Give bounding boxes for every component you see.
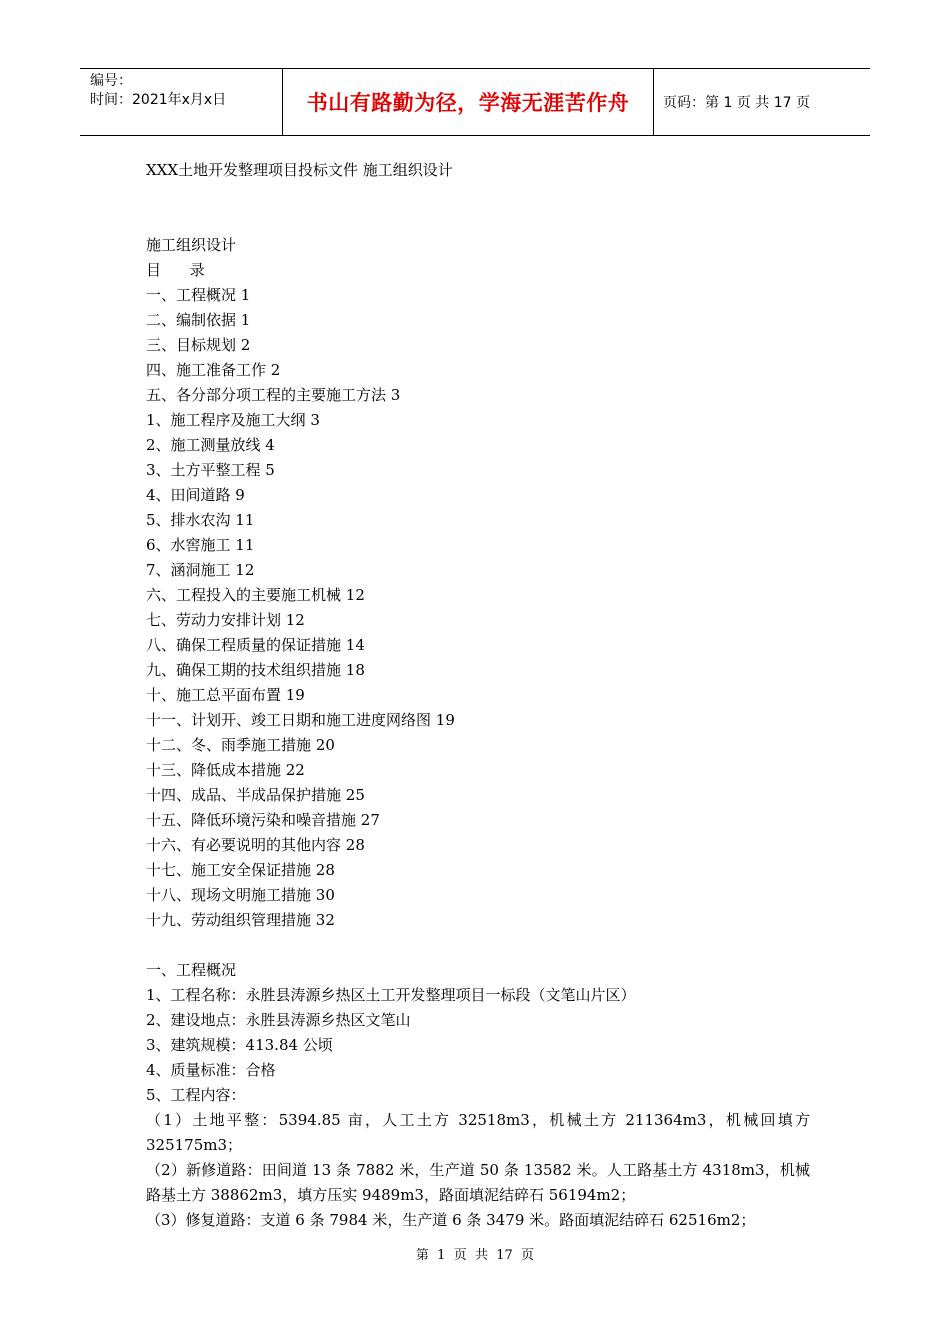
blank-line xyxy=(146,208,810,233)
section-item: 1、工程名称：永胜县涛源乡热区土工开发整理项目一标段（文笔山片区） xyxy=(146,986,636,1004)
toc-item: 1、施工程序及施工大纲 3 xyxy=(146,411,320,429)
header-page-code-cell xyxy=(654,69,870,135)
toc-item: 十五、降低环境污染和噪音措施 27 xyxy=(146,811,380,829)
toc-item: 六、工程投入的主要施工机械 12 xyxy=(146,586,365,604)
section-paragraph: （1）土地平整：5394.85 亩，人工土方 32518m3，机械土方 211364m3，机械回填方 325175m3； xyxy=(146,1111,810,1154)
header-motto-cell xyxy=(282,69,654,135)
toc-item: 五、各分部分项工程的主要施工方法 3 xyxy=(146,386,401,404)
toc-item: 5、排水农沟 11 xyxy=(146,511,255,529)
header-motto: 书山有路勤为径，学海无涯苦作舟 xyxy=(306,91,630,115)
toc-item: 十二、冬、雨季施工措施 20 xyxy=(146,736,335,754)
toc-item: 七、劳动力安排计划 12 xyxy=(146,611,305,629)
toc-item: 一、工程概况 1 xyxy=(146,286,251,304)
section-item: 4、质量标准：合格 xyxy=(146,1061,276,1079)
header-page-code: 页码：第 1 页 共 17 页 xyxy=(663,95,810,111)
toc-item: 十三、降低成本措施 22 xyxy=(146,761,305,779)
page-header xyxy=(80,68,870,136)
blank-line xyxy=(146,183,810,208)
section-heading: 一、工程概况 xyxy=(146,961,237,979)
table-of-contents xyxy=(146,283,810,933)
toc-item: 7、涵洞施工 12 xyxy=(146,561,255,579)
toc-item: 十、施工总平面布置 19 xyxy=(146,686,305,704)
section-paragraph: （3）修复道路：支道 6 条 7984 米，生产道 6 条 3479 米。路面填泥结碎石 62516m2； xyxy=(146,1211,756,1229)
document-title: XXX土地开发整理项目投标文件 施工组织设计 xyxy=(146,161,453,179)
blank-line xyxy=(146,933,810,958)
toc-item: 八、确保工程质量的保证措施 14 xyxy=(146,636,365,654)
section-item: 2、建设地点：永胜县涛源乡热区文笔山 xyxy=(146,1011,411,1029)
toc-heading: 施工组织设计 xyxy=(146,236,237,254)
toc-item: 3、土方平整工程 5 xyxy=(146,461,275,479)
toc-item: 三、目标规划 2 xyxy=(146,336,251,354)
toc-item: 4、田间道路 9 xyxy=(146,486,245,504)
header-meta xyxy=(80,69,282,135)
toc-item: 十九、劳动组织管理措施 32 xyxy=(146,911,335,929)
page-footer: 第 1 页 共 17 页 xyxy=(415,1248,535,1263)
document-body xyxy=(146,158,810,1233)
toc-item: 十四、成品、半成品保护措施 25 xyxy=(146,786,365,804)
toc-item: 四、施工准备工作 2 xyxy=(146,361,281,379)
section-item: 3、建筑规模：413.84 公顷 xyxy=(146,1036,333,1054)
toc-item: 十六、有必要说明的其他内容 28 xyxy=(146,836,365,854)
section-paragraph: （2）新修道路：田间道 13 条 7882 米，生产道 50 条 13582 米。人工路基土方 4318m3，机械路基土方 38862m3，填方压实 9489m3，路面填泥结碎石 56194m2； xyxy=(146,1161,810,1204)
section-item: 5、工程内容： xyxy=(146,1086,246,1104)
toc-item: 十七、施工安全保证措施 28 xyxy=(146,861,335,879)
toc-item: 二、编制依据 1 xyxy=(146,311,251,329)
toc-item: 2、施工测量放线 4 xyxy=(146,436,275,454)
toc-item: 十一、计划开、竣工日期和施工进度网络图 19 xyxy=(146,711,455,729)
time-label: 时间：2021年x月x日 xyxy=(90,92,227,108)
toc-item: 6、水窖施工 11 xyxy=(146,536,255,554)
toc-item: 十八、现场文明施工措施 30 xyxy=(146,886,335,904)
toc-label: 目 录 xyxy=(146,261,205,279)
toc-item: 九、确保工期的技术组织措施 18 xyxy=(146,661,365,679)
doc-number-label: 编号： xyxy=(90,73,132,89)
